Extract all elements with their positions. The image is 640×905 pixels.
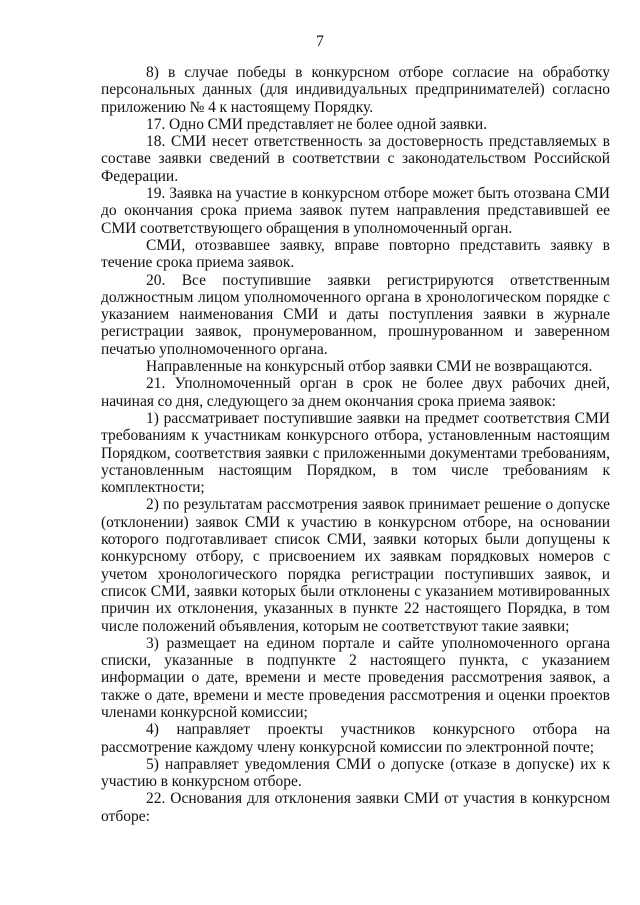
paragraph-22: 22. Основания для отклонения заявки СМИ от участия в конкурсном отборе:	[101, 790, 610, 825]
page-number: 7	[316, 33, 324, 50]
paragraph-20: 20. Все поступившие заявки регистрируются ответственным должностным лицом уполномоченного органа в хронологическом порядке с указанием наименования СМИ и даты поступления заявки в журнале регистрации заявок, пронумерованном, прошнурованном и заверенном печатью уполномоченного органа.	[101, 271, 610, 358]
paragraph-20-continued: Направленные на конкурсный отбор заявки СМИ не возвращаются.	[146, 358, 593, 376]
paragraph-21: 21. Уполномоченный орган в срок не более двух рабочих дней, начиная со дня, следующего за днем окончания срока приема заявок:	[101, 375, 610, 410]
paragraph-19: 19. Заявка на участие в конкурсном отборе может быть отозвана СМИ до окончания срока приема заявок путем направления представившей ее СМИ соответствующего обращения в уполномоченный орган.	[101, 185, 610, 237]
paragraph-17: 17. Одно СМИ представляет не более одной заявки.	[146, 115, 488, 133]
paragraph-21-item-4: 4) направляет проекты участников конкурсного отбора на рассмотрение каждому члену конкурсной комиссии по электронной почте;	[101, 721, 610, 756]
paragraph-19-continued: СМИ, отозвавшее заявку, вправе повторно представить заявку в течение срока приема заявок.	[101, 236, 610, 272]
paragraph-18: 18. СМИ несет ответственность за достоверность представляемых в составе заявки сведений в соответствии с законодательством Российской Федерации.	[101, 133, 610, 185]
paragraph-consent-item-8: 8) в случае победы в конкурсном отборе согласие на обработку персональных данных (для индивидуальных предпринимателей) согласно приложению № 4 к настоящему Порядку.	[101, 64, 610, 116]
paragraph-21-item-3: 3) размещает на едином портале и сайте уполномоченного органа списки, указанные в подпункте 2 настоящего пункта, с указанием информации о дате, времени и месте проведения рассмотрения заявок, а также о дате, времени и месте проведения рассмотрения и оценки проектов членами конкурсной комиссии;	[101, 634, 610, 721]
paragraph-21-item-1: 1) рассматривает поступившие заявки на предмет соответствия СМИ требованиям к участникам конкурсного отбора, установленным настоящим Порядком, соответствия заявки с приложенными документами требованиям, установленным настоящим Порядком, в том числе требованиям к комплектности;	[101, 409, 610, 497]
paragraph-21-item-5: 5) направляет уведомления СМИ о допуске (отказе в допуске) их к участию в конкурсном отборе.	[101, 755, 610, 791]
paragraph-21-item-2: 2) по результатам рассмотрения заявок принимает решение о допуске (отклонении) заявок СМИ к участию в конкурсном отборе, на основании которого подготавливает список СМИ, заявки которых были допущены к конкурсному отбору, с присвоением их заявкам порядковых номеров с учетом хронологического порядка регистрации поступивших заявок, и список СМИ, заявки которых были отклонены с указанием мотивированных причин их отклонения, указанных в пункте 22 настоящего Порядка, в том числе положений объявления, которым не соответствуют такие заявки;	[101, 496, 610, 635]
document-body	[101, 64, 610, 825]
